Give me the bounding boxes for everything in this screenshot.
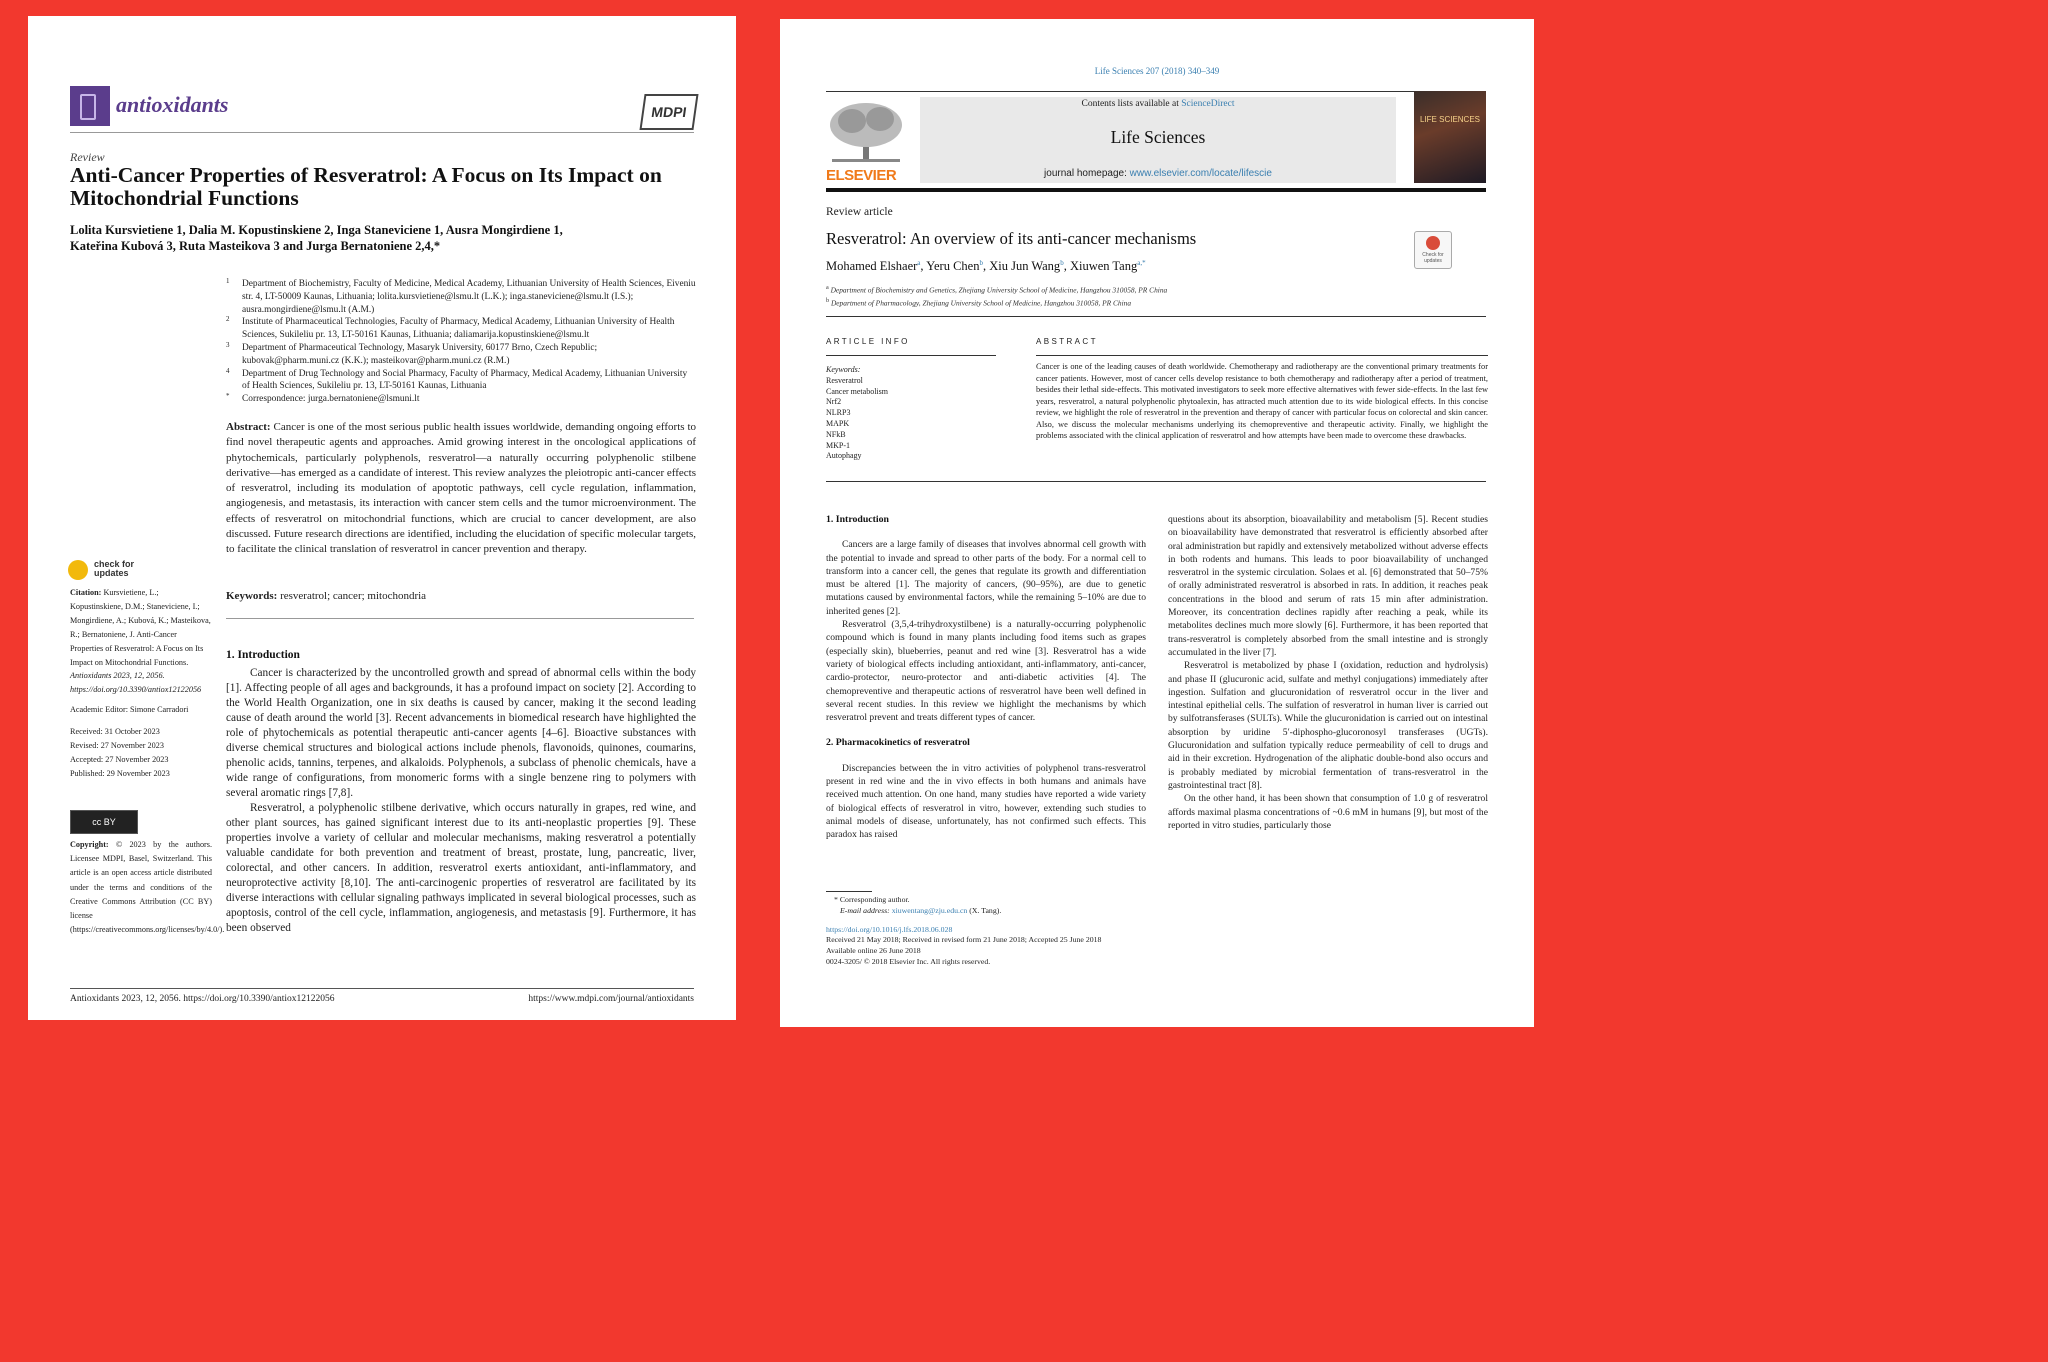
affiliation: 2 Institute of Pharmaceutical Technologies, Faculty of Pharmacy, Medical Academy, Lithuanian University of Health Sciences, Sukileliu pr. 13, LT-50161 Kaunas, Lithuania; daliamarija.kopustinskiene@lsmu.lt: [226, 315, 675, 341]
footer-divider: [70, 988, 694, 989]
homepage-link[interactable]: www.elsevier.com/locate/lifescie: [1129, 168, 1272, 179]
footer-journal-link[interactable]: https://www.mdpi.com/journal/antioxidants: [528, 994, 694, 1004]
journal-cover-image: [1414, 91, 1486, 183]
correspondence: * Correspondence: jurga.bernatoniene@lsmuni.lt: [226, 392, 420, 405]
article-type: Review article: [826, 206, 893, 218]
revised-date: Revised: 27 November 2023: [70, 741, 164, 751]
footer-citation: Antioxidants 2023, 12, 2056. https://doi.org/10.3390/antiox12122056: [70, 994, 335, 1004]
header-thick-rule: [826, 188, 1486, 192]
article-info-rule: [826, 355, 996, 356]
header-divider: [70, 132, 694, 133]
paragraph: Cancer is characterized by the uncontrolled growth and spread of abnormal cells within the body [1]. Affecting people of all ages and backgrounds, it has a profound impact on society [2]. According to the World Health Organization, one in six deaths is caused by cancer, making it the second leading cause of death around the world [3]. Recent advancements in biomedical research have highlighted the role of phytochemicals as potential therapeutic anti-cancer agents [4–6]. Bioactive substances with diverse chemical structures and biological actions include phenols, flavonoids, quinones, coumarins, phenolic acids, tannins, terpenes, and alkaloids. Polyphenols, a subclass of phenolic chemicals, have a wide range of configurations, from monomeric forms with a single benzene ring to polymers with several aromatic rings [7,8].: [226, 667, 696, 799]
abstract-text: Cancer is one of the most serious public health issues worldwide, demanding ongoing efforts to find novel therapeutic agents and approaches. Amid growing interest in the oncological applications of phytochemicals, particularly polyphenols, resveratrol—a naturally occurring polyphenolic stilbene derivative—has emerged as a candidate of interest. This review analyzes the pleiotropic anti-cancer effects of resveratrol, including its modulation of apoptotic pathways, cell cycle regulation, inflammation, angiogenesis, and metastasis, its interaction with cancer stem cells and the tumor microenvironment. The effects of resveratrol on mitochondrial functions, which are crucial to cancer development, are also discussed. Future research directions are identified, including the elucidation of specific molecular targets, to facilitate the clinical translation of resveratrol in cancer prevention and therapy.: [226, 421, 696, 556]
cc-by-license-icon[interactable]: cc BY: [70, 810, 138, 834]
section-heading: 2. Pharmacokinetics of resveratrol: [826, 737, 970, 749]
journal-logo-icon: [70, 86, 110, 126]
paragraph: questions about its absorption, bioavailability and metabolism [5]. Recent studies on bioavailability have demonstrated that resveratrol is efficiently absorbed after oral administration but rapidly and extensively metabolized without adverse effects in both rodents and humans. This leads to poor bioavailability of unchanged resveratrol in the systemic circulation. Solaes et al. [6] demonstrated that 50–75% of orally administrated resveratrol is absorbed in rats. In addition, it reaches peak concentrations in the blood and serum of rats 15 min after administration. Moreover, its concentration declines rapidly after reaching a peak, while its metabolites declines much more slowly [6]. Furthermore, it has been reported that trans-resveratrol is completely absorbed from the small intestine and is strongly accumulated in the liver [7].: [1168, 514, 1488, 658]
keyword: Cancer metabolism: [826, 386, 888, 396]
journal-name: antioxidants: [116, 92, 229, 117]
affiliation: $^b$ Department of Pharmacology, Zhejiang University School of Medicine, Hangzhou 310058, PR China: [826, 298, 1132, 308]
received-date: Received: 31 October 2023: [70, 727, 160, 737]
paragraph: Cancers are a large family of diseases that involves abnormal cell growth with the potential to invade and spread to other parts of the body. For a normal cell to transform into a cancer cell, the genes that regulate its growth and differentiation must be altered [1]. The majority of cancers, (90–95%), are due to genetic mutations caused by environmental factors, while the remaining 5–10% are due to inherited genes [2].: [826, 539, 1146, 617]
author-line-1: Lolita Kursvietiene 1, Dalia M. Kopustinskiene 2, Inga Staneviciene 1, Ausra Mongirdiene 1,: [70, 223, 563, 237]
mdpi-logo-icon: MDPI: [639, 94, 698, 130]
corresponding-note: * Corresponding author.: [834, 895, 910, 904]
sciencedirect-link[interactable]: ScienceDirect: [1181, 99, 1235, 109]
keyword: Nrf2: [826, 397, 842, 407]
keyword: NLRP3: [826, 408, 851, 418]
article-type: Review: [70, 150, 105, 164]
paragraph: Discrepancies between the in vitro activities of polyphenol trans-resveratrol present in red wine and the in vivo effects in both humans and animals have received much attention. On one hand, many studies have reported a wide variety of biological effects of resveratrol in vitro, however, extending such studies to animal models of disease, unfortunately, has not confirmed such effects. This paradox has raised: [826, 762, 1146, 841]
body-column-left: [826, 513, 1146, 842]
affiliation: 4 Department of Drug Technology and Social Pharmacy, Faculty of Pharmacy, Medical Academy, Lithuanian University of Health Sciences, Sukileliu pr. 13, LT-50161 Kaunas, Lithuania: [226, 366, 688, 392]
article-info-label: ARTICLE INFO: [826, 337, 910, 346]
paragraph: Resveratrol, a polyphenolic stilbene derivative, which occurs naturally in grapes, red wine, and other plant sources, has gained significant interest due to its anti-neoplastic properties [9]. These properties involve a variety of cellular and molecular mechanisms, making resveratrol a potentially valuable candidate for both prevention and treatment of breast, prostate, lung, pancreatic, liver, colorectal, and other cancers. In addition, resveratrol exerts antioxidant, anti-inflammatory, and neuroprotective activity [8,10]. The anti-carcinogenic properties of resveratrol are facilitated by its diverse interactions with cellular signaling pathways implicated in several biological processes, such as apoptosis, control of the cell cycle, inflammation, angiogenesis, and metastasis [9]. Furthermore, it has been observed: [226, 802, 696, 934]
keyword: MAPK: [826, 418, 850, 428]
affiliation: 1 Department of Biochemistry, Faculty of Medicine, Medical Academy, Lithuanian University of Health Sciences, Eiveniu str. 4, LT-50009 Kaunas, Lithuania; lolita.kursvietiene@lsmu.lt (L.K.); inga.staneviciene@lsmu.lt (I.S.); ausra.mongirdiene@lsmu.lt (A.M.): [226, 277, 696, 315]
abstract-label: Abstract:: [226, 421, 271, 433]
copyright-notice: 0024-3205/ © 2018 Elsevier Inc. All rights reserved.: [826, 956, 991, 966]
contents-line: Contents lists available at ScienceDirect: [1081, 99, 1235, 109]
accepted-date: Accepted: 27 November 2023: [70, 754, 169, 764]
journal-homepage: journal homepage: www.elsevier.com/locate/lifescie: [1044, 168, 1272, 179]
author-line-2: Kateřina Kubová 3, Ruta Masteikova 3 and Jurga Bernatoniene 2,4,*: [70, 239, 441, 253]
elsevier-article-page: [780, 19, 1534, 1027]
keywords-divider: [226, 618, 694, 619]
check-for-updates-button[interactable]: Check for updates: [1414, 231, 1452, 269]
check-updates-icon: [1426, 236, 1440, 250]
abstract-label: ABSTRACT: [1036, 337, 1098, 346]
introduction-heading: 1. Introduction: [226, 649, 300, 661]
elsevier-tree-icon: [826, 99, 906, 165]
keyword: MKP-1: [826, 440, 851, 450]
keywords-label: Keywords:: [226, 590, 278, 602]
paragraph: On the other hand, it has been shown that consumption of 1.0 g of resveratrol affords maximal plasma concentrations of ~0.6 mM in humans [9], but most of the reported in vitro studies, particularly those: [1168, 793, 1488, 831]
keyword: Autophagy: [826, 451, 862, 461]
check-updates-label: check for updates: [94, 559, 135, 578]
paragraph: Resveratrol is metabolized by phase I (oxidation, reduction and hydrolysis) and phase II (glucuronic acid, sulfate and methyl conjugations) immediately after ingestion. Sulfation and glucuronidation of resveratrol occur in the liver and intestinal epithelial cells. The sulfation of resveratrol in human liver is carried out by sulfotransferases (SULTs). While the glucuronidation is carried out on intestinal absorption by uridine 5′-diphospho-glucoronosyl transferases (UGTs). Glucuronidation and sulfation typically reduce permeability of cell to drugs and aid in their excretion. Hydrogenation of the aliphatic double-bond also occurs and is probably mediated by microbial fermentation of trans-resveratrol in the gastrointestinal tract [8].: [1168, 660, 1488, 791]
abstract-text: Cancer is one of the leading causes of death worldwide. Chemotherapy and radiotherapy are the conventional primary treatments for cancer patients. However, most of cancer cells develop resistance to both chemotherapy and radiotherapy after a period of treatment, besides their lethal side-effects. This motivated investigators to seek more effective alternatives with fewer side-effects. In the last few years, resveratrol, a natural polyphenolic phytoalexin, has attracted much attention due to its wide biological effects. In this concise review, we highlight the role of resveratrol in the prevention and therapy of cancer with particular focus on colorectal and skin cancer. Also, we discuss the molecular mechanisms underlying its chemopreventive and therapeutic activity. Finally, we highlight the problems associated with the clinical application of resveratrol and how attempts have been made to overcome these drawbacks.: [1036, 362, 1488, 441]
abstract-rule: [1036, 355, 1488, 356]
keyword: Resveratrol: [826, 375, 863, 385]
affiliation: $^a$ Department of Biochemistry and Genetics, Zhejiang University School of Medicine, Hangzhou 310058, PR China: [826, 285, 1168, 295]
doi-link[interactable]: https://doi.org/10.1016/j.lfs.2018.06.028: [826, 924, 953, 934]
copyright-notice: Copyright: © 2023 by the authors. Licensee MDPI, Basel, Switzerland. This article is an open access article distributed under the terms and conditions of the Creative Commons Attribution (CC BY) license (https://creativecommons.org/licenses/by/4.0/).: [70, 840, 225, 935]
affiliation-list: [226, 278, 696, 406]
mdpi-article-page: [28, 16, 736, 1020]
info-divider: [826, 316, 1486, 317]
author-list: Mohamed Elshaer$^a$, Yeru Chen$^b$, Xiu Jun Wang$^b$, Xiuwen Tang$^{a,*}$: [826, 259, 1146, 274]
footnote-rule: [826, 891, 872, 892]
available-online: Available online 26 June 2018: [826, 946, 921, 956]
history-dates: Received 21 May 2018; Received in revised form 21 June 2018; Accepted 25 June 2018: [826, 935, 1102, 945]
affiliation-list: [826, 283, 1386, 309]
paragraph: Resveratrol (3,5,4-trihydroxystilbene) is a naturally-occurring polyphenolic compound which is found in many plants including food items such as grapes (especially skin), blueberries, peanut and red wine [3]. Resveratrol has a wide variety of biological effects including antioxidant, anti-inflammatory, anti-cancer, cardio-protector, neuro-protector and anti-diabetic activities [4]. The chemopreventive and therapeutic actions of resveratrol have been well defined in several recent studies. In this review we highlight the mechanisms by which resveratrol prevent and treats different types of cancer.: [826, 619, 1146, 724]
keywords: [226, 590, 696, 602]
author-list: [70, 222, 710, 254]
check-updates-icon: [68, 560, 88, 580]
top-rule: [826, 91, 1486, 92]
cover-title: LIFE SCIENCES: [1419, 115, 1480, 124]
article-title: Resveratrol: An overview of its anti-cancer mechanisms: [826, 229, 1197, 248]
keywords-list: Keywords: Resveratrol Cancer metabolism Nrf2 NLRP3 MAPK NFkB MKP-1 Autophagy: [826, 365, 996, 462]
email-note: E-mail address: xiuwentang@zju.edu.cn (X. Tang).: [840, 905, 1002, 915]
article-side-info: [70, 586, 212, 781]
abstract: [226, 420, 696, 558]
email-link[interactable]: xiuwentang@zju.edu.cn: [891, 905, 968, 915]
keyword: NFkB: [826, 429, 846, 439]
journal-title: Life Sciences: [1110, 127, 1206, 147]
academic-editor: Academic Editor: Simone Carradori: [70, 705, 189, 715]
affiliation: 3 Department of Pharmaceutical Technology, Masaryk University, 60177 Brno, Czech Republic; kubovak@pharm.muni.cz (K.K.); masteikovar@pharm.muni.cz (R.M.): [226, 340, 598, 366]
section-heading: 1. Introduction: [826, 514, 889, 525]
citation: Citation: Kursvietiene, L.; Kopustinskiene, D.M.; Staneviciene, I.; Mongirdiene, A.; Kubová, K.; Masteikova, R.; Bernatoniene, J. Anti-Cancer Properties of Resveratrol: A Focus on Its Impact on Mitochondrial Functions. Antioxidants 2023, 12, 2056. https://doi.org/10.3390/antiox12122056: [70, 588, 211, 695]
elsevier-logo: ELSEVIER: [826, 167, 897, 184]
footnotes: [826, 895, 1186, 968]
keywords-text: resveratrol; cancer; mitochondria: [280, 590, 427, 602]
introduction-body: [226, 666, 696, 936]
journal-reference[interactable]: Life Sciences 207 (2018) 340–349: [1094, 66, 1220, 76]
article-title: Anti-Cancer Properties of Resveratrol: A Focus on Its Impact on Mitochondrial Functions: [70, 163, 662, 210]
abstract-end-rule: [826, 481, 1486, 482]
body-column-right: [1168, 513, 1488, 832]
published-date: Published: 29 November 2023: [70, 768, 170, 778]
